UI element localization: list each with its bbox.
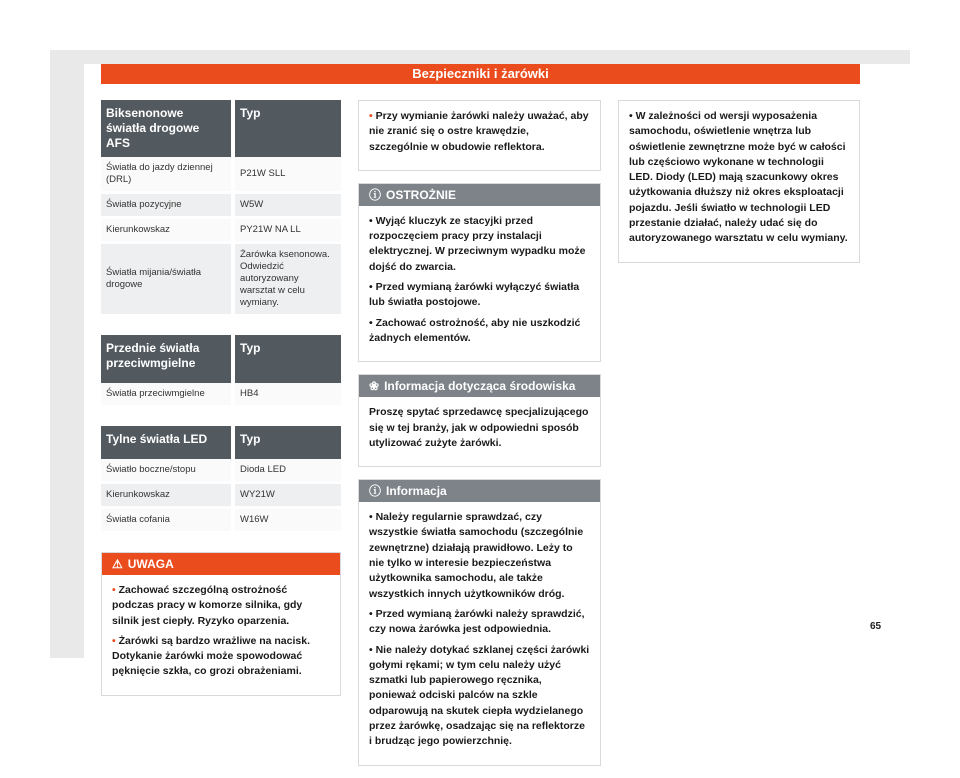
table-header: Przednie światła przeciwmgielne bbox=[101, 335, 233, 383]
list-item: • Zachować ostrożność, aby nie uszkodzić żadnych elementów. bbox=[369, 316, 581, 344]
caution-header bbox=[359, 184, 600, 206]
warning-box bbox=[101, 552, 341, 696]
environment-header bbox=[359, 375, 600, 397]
environment-body bbox=[359, 397, 600, 466]
table-cell: Światła do jazdy dziennej (DRL) bbox=[101, 157, 233, 193]
caution-body bbox=[359, 206, 600, 361]
list-item: • Należy regularnie sprawdzać, czy wszystkie światła samochodu (szczególnie zewnętrzne) działają prawidłowo. Leży to nie tylko w interesie bezpieczeństwa użytkownika samochodu, ale także wszystkich innych użytkowników dróg. bbox=[369, 511, 584, 600]
list-item: • Nie należy dotykać szklanej części żarówki gołymi rękami; w tym celu należy użyć szmatki lub papierowego ręcznika, ponieważ odciski palców na szkle odparowują na skutek ciepła wydzielanego przez żarówkę, osadzając się na reflektorze i brudząc jego powierzchnię. bbox=[369, 643, 590, 748]
table-cell: Światła mijania/światła drogowe bbox=[101, 243, 233, 316]
continued-warning-body bbox=[359, 101, 600, 170]
table-afs bbox=[101, 100, 341, 317]
table-cell: Kierunkowskaz bbox=[101, 483, 233, 508]
caution-title: OSTROŻNIE bbox=[386, 187, 457, 202]
table-row bbox=[101, 483, 341, 508]
list-item: • Żarówki są bardzo wrażliwe na nacisk. Dotykanie żarówki może spowodować pęknięcie szkła, co grozi obrażeniami. bbox=[112, 634, 310, 678]
table-row bbox=[101, 459, 341, 483]
table-cell: Światła cofania bbox=[101, 508, 233, 533]
environment-text: Proszę spytać sprzedawcę specjalizującego się w tej branży, jak w odpowiedni sposób utylizować zużyte żarówki. bbox=[369, 406, 589, 449]
list-item-text: Przed wymianą żarówki wyłączyć światła lub światła postojowe. bbox=[369, 281, 580, 309]
list-item-text: Należy regularnie sprawdzać, czy wszystkie światła samochodu (szczególnie zewnętrzne) działają prawidłowo. Leży to nie tylko w interesie bezpieczeństwa użytkownika samochodu, ale także wszystkich innych użytkowników dróg. bbox=[369, 511, 584, 600]
caution-box bbox=[358, 183, 601, 362]
info-icon: ⓘ bbox=[369, 484, 382, 499]
table-header: Typ bbox=[233, 100, 341, 157]
table-header: Typ bbox=[233, 426, 341, 459]
continued-warning-box bbox=[358, 100, 601, 171]
list-item: • W zależności od wersji wyposażenia samochodu, oświetlenie wnętrza lub oświetlenie zewnętrzne może być w całości lub częściowo wykonane w technologii LED. Diody (LED) mają szacunkowy okres użytkowania dłuższy niż okres eksploatacji pojazdu. Jeśli światło w technologii LED przestanie działać, należy udać się do autoryzowanego warsztatu w celu wymiany. bbox=[629, 110, 848, 245]
info-header bbox=[359, 480, 600, 502]
list-item-text: Zachować szczególną ostrożność podczas pracy w komorze silnika, gdy silnik jest ciepły. Ryzyko oparzenia. bbox=[112, 584, 303, 627]
table-row bbox=[101, 508, 341, 533]
table-cell: PY21W NA LL bbox=[233, 218, 341, 243]
list-item-text: Wyjąć kluczyk ze stacyjki przed rozpoczęciem pracy przy instalacji elektrycznej. W przeciwnym wypadku może dojść do zwarcia. bbox=[369, 214, 586, 273]
table-cell: W5W bbox=[233, 193, 341, 218]
column-middle bbox=[358, 100, 601, 778]
list-item-text: Przy wymianie żarówki należy uważać, aby nie zranić się o ostre krawędzie, szczególnie w obudowie reflektora. bbox=[369, 110, 589, 153]
list-item: • Wyjąć kluczyk ze stacyjki przed rozpoczęciem pracy przy instalacji elektrycznej. W przeciwnym wypadku może dojść do zwarcia. bbox=[369, 214, 586, 273]
page-title: Bezpieczniki i żarówki bbox=[101, 64, 860, 84]
table-cell: Światło boczne/stopu bbox=[101, 459, 233, 483]
info-body bbox=[359, 502, 600, 764]
info-title: Informacja bbox=[386, 484, 447, 499]
page-number: 65 bbox=[870, 621, 882, 632]
flower-icon: ❀ bbox=[369, 379, 380, 394]
warning-icon: ⚠ bbox=[112, 557, 123, 571]
caution-icon: ⓘ bbox=[369, 187, 382, 202]
table-cell: P21W SLL bbox=[233, 157, 341, 193]
table-cell: Światła przeciwmgielne bbox=[101, 383, 233, 407]
list-item: • Przed wymianą żarówki wyłączyć światła lub światła postojowe. bbox=[369, 281, 580, 309]
table-header: Biksenonowe światła drogowe AFS bbox=[101, 100, 233, 157]
info-box-continued bbox=[618, 100, 860, 263]
table-fog bbox=[101, 335, 341, 408]
table-row bbox=[101, 157, 341, 193]
warning-header bbox=[102, 553, 340, 575]
table-cell: Światła pozycyjne bbox=[101, 193, 233, 218]
info-body-continued bbox=[619, 101, 859, 262]
list-item-text: Przed wymianą żarówki należy sprawdzić, czy nowa żarówka jest odpowiednia. bbox=[369, 607, 585, 636]
list-item: • Przed wymianą żarówki należy sprawdzić, czy nowa żarówka jest odpowiednia. bbox=[369, 607, 585, 636]
list-item-text: Nie należy dotykać szklanej części żarówki gołymi rękami; w tym celu należy użyć szmatki lub papierowego ręcznika, ponieważ odciski palców na szkle odparowują na skutek ciepła wydzielanego przez żarówkę, osadzając się na reflektorze i brudząc jego powierzchnię. bbox=[369, 643, 590, 748]
table-cell: W16W bbox=[233, 508, 341, 533]
list-item-text: Żarówki są bardzo wrażliwe na nacisk. Dotykanie żarówki może spowodować pęknięcie szkła, co grozi obrażeniami. bbox=[112, 634, 310, 678]
column-right bbox=[618, 100, 860, 275]
list-item-text: W zależności od wersji wyposażenia samochodu, oświetlenie wnętrza lub oświetlenie zewnętrzne może być w całości lub częściowo wykonane w technologii LED. Diody (LED) mają szacunkowy okres użytkowania dłuższy niż okres eksploatacji pojazdu. Jeśli światło w technologii LED przestanie działać, należy udać się do autoryzowanego warsztatu w celu wymiany. bbox=[629, 110, 848, 245]
warning-body bbox=[102, 575, 340, 695]
table-cell: HB4 bbox=[233, 383, 341, 407]
table-row bbox=[101, 243, 341, 316]
info-box bbox=[358, 479, 601, 765]
list-item: • Zachować szczególną ostrożność podczas pracy w komorze silnika, gdy silnik jest ciepły. Ryzyko oparzenia. bbox=[112, 584, 303, 627]
table-cell: Kierunkowskaz bbox=[101, 218, 233, 243]
warning-title: UWAGA bbox=[127, 557, 174, 571]
table-header: Tylne światła LED bbox=[101, 426, 233, 459]
table-row bbox=[101, 218, 341, 243]
table-cell: WY21W bbox=[233, 483, 341, 508]
table-header: Typ bbox=[233, 335, 341, 383]
table-cell: Dioda LED bbox=[233, 459, 341, 483]
environment-box bbox=[358, 374, 601, 467]
table-row bbox=[101, 383, 341, 407]
list-item: • Przy wymianie żarówki należy uważać, aby nie zranić się o ostre krawędzie, szczególnie w obudowie reflektora. bbox=[369, 110, 589, 153]
environment-title: Informacja dotycząca środowiska bbox=[384, 379, 576, 394]
list-item-text: Zachować ostrożność, aby nie uszkodzić żadnych elementów. bbox=[369, 316, 581, 344]
table-cell: Żarówka ksenonowa. Odwiedzić autoryzowany warsztat w celu wymiany. bbox=[233, 243, 341, 316]
table-rear-led bbox=[101, 426, 341, 534]
table-row bbox=[101, 193, 341, 218]
column-left bbox=[101, 100, 341, 708]
